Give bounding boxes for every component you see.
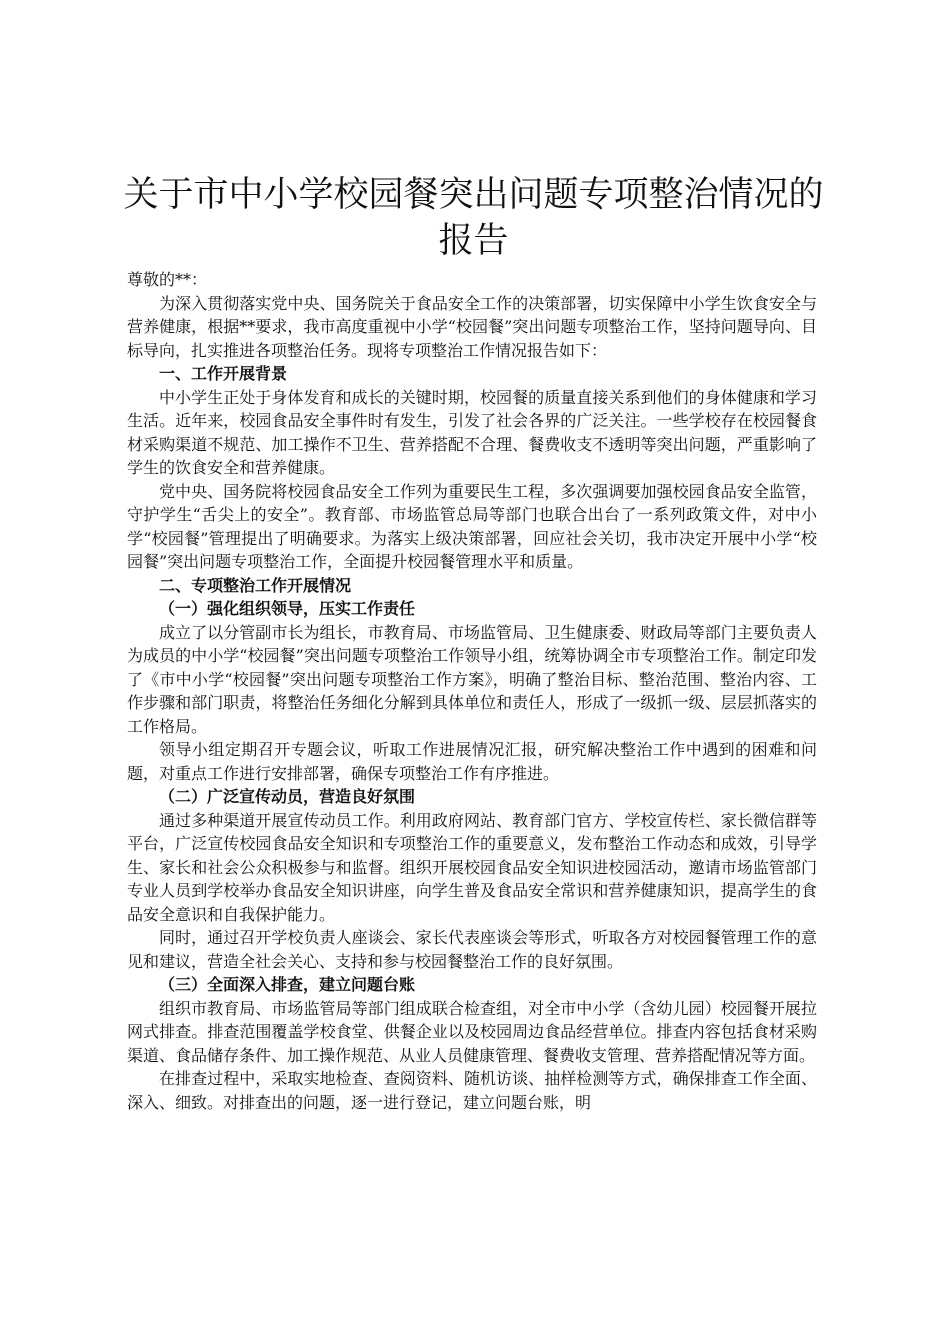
subsection-heading-publicity: （二）广泛宣传动员，营造良好氛围 [159, 787, 416, 806]
paragraph: 中小学生正处于身体发育和成长的关键时期，校园餐的质量直接关系到他们的身体健康和学习生活。近年来，校园食品安全事件时有发生，引发了社会各界的广泛关注。一些学校存在校园餐食材采购渠道不规范、加工操作不卫生、营养搭配不合理、餐费收支不透明等突出问题，严重影响了学生的饮食安全和营养健康。 [127, 387, 817, 477]
paragraph: 成立了以分管副市长为组长，市教育局、市场监管局、卫生健康委、财政局等部门主要负责人为成员的中小学“校园餐”突出问题专项整治工作领导小组，统筹协调全市专项整治工作。制定印发了《市中小学“校园餐”突出问题专项整治工作方案》，明确了整治目标、整治范围、整治内容、工作步骤和部门职责，将整治任务细化分解到具体单位和责任人，形成了一级抓一级、层层抓落实的工作格局。 [127, 622, 817, 736]
section-heading-background: 一、工作开展背景 [159, 364, 288, 383]
intro-paragraph: 为深入贯彻落实党中央、国务院关于食品安全工作的决策部署，切实保障中小学生饮食安全与营养健康，根据**要求，我市高度重视中小学“校园餐”突出问题专项整治工作，坚持问题导向、目标导向，扎实推进各项整治任务。现将专项整治工作情况报告如下： [127, 293, 817, 360]
paragraph: 在排查过程中，采取实地检查、查阅资料、随机访谈、抽样检测等方式，确保排查工作全面、深入、细致。对排查出的问题，逐一进行登记，建立问题台账，明 [127, 1069, 817, 1112]
subsection-heading-leadership: （一）强化组织领导，压实工作责任 [159, 599, 416, 618]
paragraph: 党中央、国务院将校园食品安全工作列为重要民生工程，多次强调要加强校园食品安全监管，守护学生“舌尖上的安全”。教育部、市场监管总局等部门也联合出台了一系列政策文件，对中小学“校园餐”管理提出了明确要求。为落实上级决策部署，回应社会关切，我市决定开展中小学“校园餐”突出问题专项整治工作，全面提升校园餐管理水平和质量。 [127, 481, 817, 571]
paragraph: 同时，通过召开学校负责人座谈会、家长代表座谈会等形式，听取各方对校园餐管理工作的意见和建议，营造全社会关心、支持和参与校园餐整治工作的良好氛围。 [127, 928, 817, 971]
section-heading-progress: 二、专项整治工作开展情况 [159, 575, 352, 595]
document-title: 关于市中小学校园餐突出问题专项整治情况的报告 [123, 175, 824, 261]
paragraph: 通过多种渠道开展宣传动员工作。利用政府网站、教育部门官方、学校宣传栏、家长微信群等平台，广泛宣传校园食品安全知识和专项整治工作的重要意义，发布整治工作动态和成效，引导学生、家长和社会公众积极参与和监督。组织开展校园食品安全知识进校园活动，邀请市场监管部门专业人员到学校举办食品安全知识讲座，向学生普及食品安全常识和营养健康知识，提高学生的食品安全意识和自我保护能力。 [127, 810, 817, 924]
paragraph: 组织市教育局、市场监管局等部门组成联合检查组，对全市中小学（含幼儿园）校园餐开展拉网式排查。排查范围覆盖学校食堂、供餐企业以及校园周边食品经营单位。排查内容包括食材采购渠道、食品储存条件、加工操作规范、从业人员健康管理、餐费收支管理、营养搭配情况等方面。 [127, 998, 817, 1065]
paragraph: 领导小组定期召开专题会议，听取工作进展情况汇报，研究解决整治工作中遇到的困难和问题，对重点工作进行安排部署，确保专项整治工作有序推进。 [127, 740, 817, 783]
salutation: 尊敬的**： [127, 270, 208, 289]
subsection-heading-inspection: （三）全面深入排查，建立问题台账 [159, 975, 416, 994]
document-page [123, 172, 824, 1114]
